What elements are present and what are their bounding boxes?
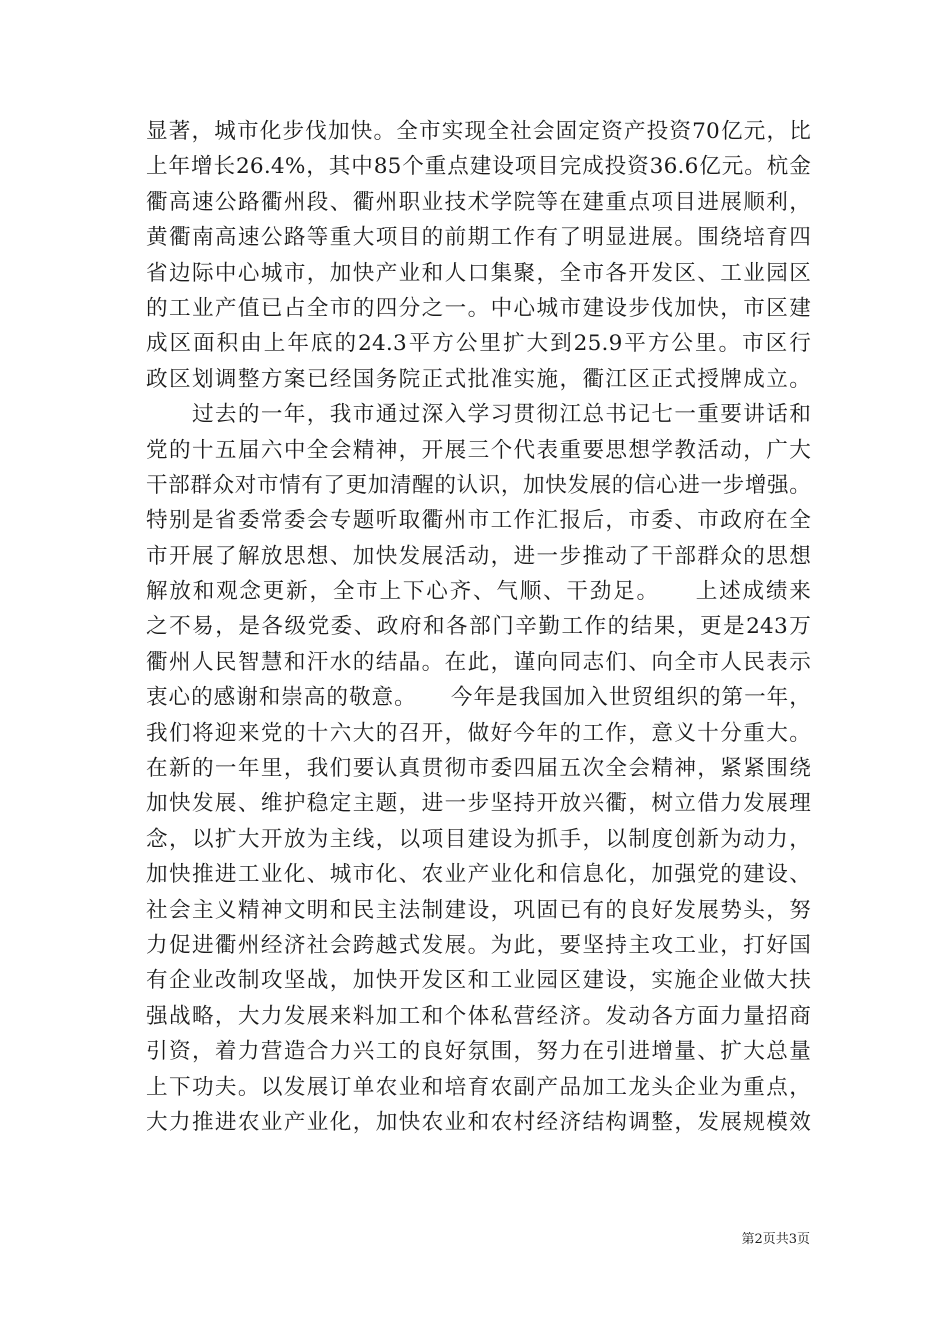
- text-line: 之不易，是各级党委、政府和各部门辛勤工作的结果，更是243万: [146, 614, 811, 640]
- text-line: 衷心的感谢和崇高的敬意。 今年是我国加入世贸组织的第一年，: [146, 685, 811, 711]
- text-line: 引资，着力营造合力兴工的良好氛围，努力在引进增量、扩大总量: [146, 1039, 811, 1065]
- text-line: 衢高速公路衢州段、衢州职业技术学院等在建重点项目进展顺利，: [146, 189, 811, 215]
- text-line: 加快发展、维护稳定主题，进一步坚持开放兴衢，树立借力发展理: [146, 791, 811, 817]
- text-line: 加快推进工业化、城市化、农业产业化和信息化，加强党的建设、: [146, 862, 811, 888]
- text-line: 政区划调整方案已经国务院正式批准实施，衢江区正式授牌成立。: [146, 366, 811, 392]
- body-text: [146, 114, 811, 1140]
- text-line: 特别是省委常委会专题听取衢州市工作汇报后，市委、市政府在全: [146, 508, 811, 534]
- text-line: 大力推进农业产业化，加快农业和农村经济结构调整，发展规模效: [146, 1109, 811, 1135]
- text-line: 解放和观念更新，全市上下心齐、气顺、干劲足。 上述成绩来: [146, 579, 811, 605]
- text-line: 有企业改制攻坚战，加快开发区和工业园区建设，实施企业做大扶: [146, 968, 811, 994]
- text-line: 党的十五届六中全会精神，开展三个代表重要思想学教活动，广大: [146, 437, 811, 463]
- text-line: 上年增长26.4%，其中85个重点建设项目完成投资36.6亿元。杭金: [146, 154, 811, 180]
- text-line: 黄衢南高速公路等重大项目的前期工作有了明显进展。围绕培育四: [146, 225, 811, 251]
- text-line: 干部群众对市情有了更加清醒的认识，加快发展的信心进一步增强。: [146, 472, 811, 498]
- text-line: 在新的一年里，我们要认真贯彻市委四届五次全会精神，紧紧围绕: [146, 756, 811, 782]
- text-line: 过去的一年，我市通过深入学习贯彻江总书记七一重要讲话和: [146, 402, 811, 428]
- text-line: 市开展了解放思想、加快发展活动，进一步推动了干部群众的思想: [146, 543, 811, 569]
- text-line: 成区面积由上年底的24.3平方公里扩大到25.9平方公里。市区行: [146, 331, 811, 357]
- text-line: 显著，城市化步伐加快。全市实现全社会固定资产投资70亿元，比: [146, 119, 811, 144]
- text-line: 力促进衢州经济社会跨越式发展。为此，要坚持主攻工业，打好国: [146, 932, 811, 958]
- text-line: 衢州人民智慧和汗水的结晶。在此，谨向同志们、向全市人民表示: [146, 649, 811, 675]
- text-line: 省边际中心城市，加快产业和人口集聚，全市各开发区、工业园区: [146, 260, 811, 286]
- text-line: 上下功夫。以发展订单农业和培育农副产品加工龙头企业为重点，: [146, 1074, 811, 1100]
- text-line: 的工业产值已占全市的四分之一。中心城市建设步伐加快，市区建: [146, 295, 811, 321]
- text-line: 社会主义精神文明和民主法制建设，巩固已有的良好发展势头，努: [146, 897, 811, 923]
- text-line: 强战略，大力发展来料加工和个体私营经济。发动各方面力量招商: [146, 1003, 811, 1029]
- page-number: 第2页共3页: [741, 1232, 810, 1247]
- text-line: 我们将迎来党的十六大的召开，做好今年的工作，意义十分重大。: [146, 720, 811, 746]
- text-line: 念，以扩大开放为主线，以项目建设为抓手，以制度创新为动力，: [146, 826, 811, 852]
